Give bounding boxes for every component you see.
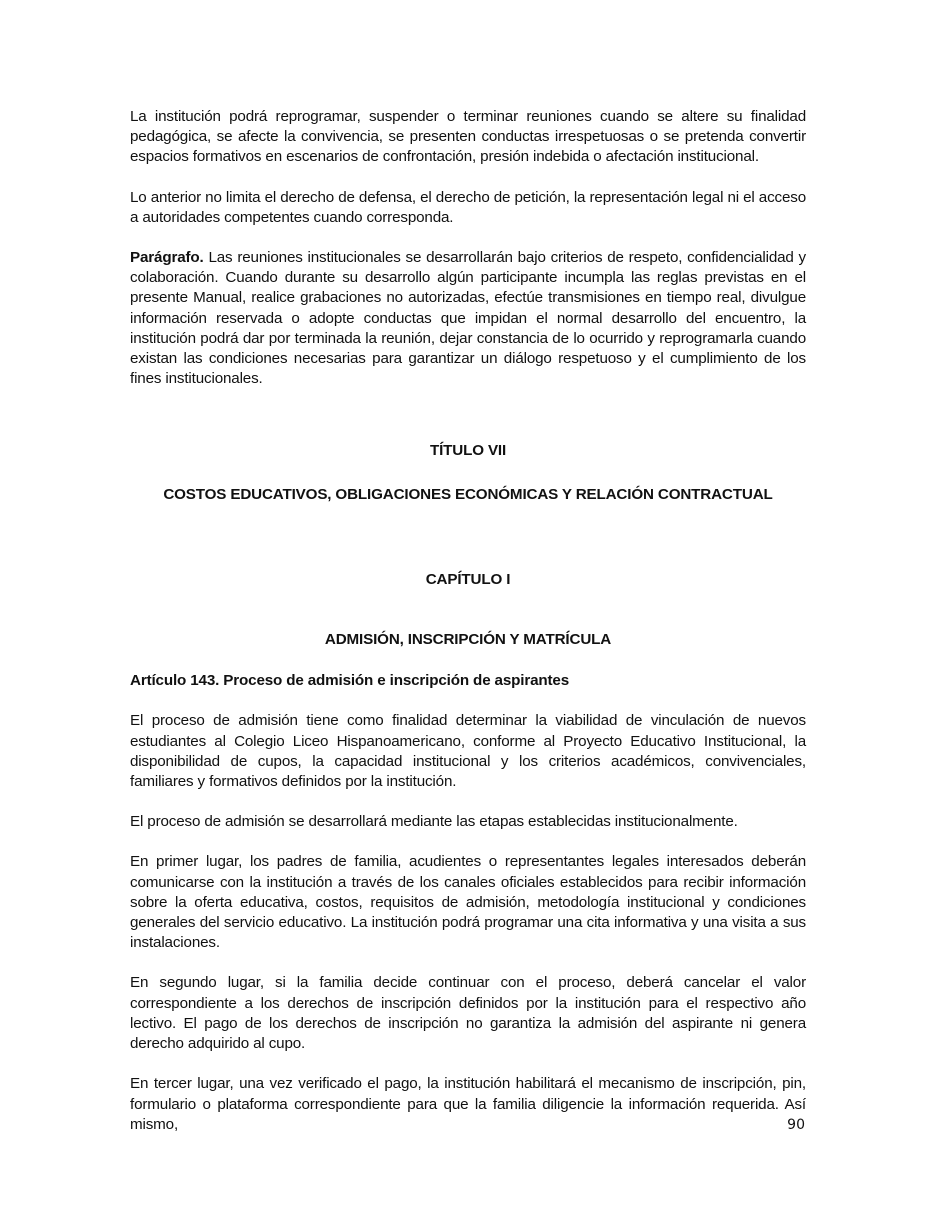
page-number: 90 [787, 1117, 805, 1133]
article-143-title: Artículo 143. Proceso de admisión e inscripción de aspirantes [130, 672, 570, 690]
paragrafo-label: Parágrafo. [130, 249, 204, 267]
capitulo-subtitle: ADMISIÓN, INSCRIPCIÓN Y MATRÍCULA [324, 631, 612, 649]
paragraph-derecho-defensa: Lo anterior no limita el derecho de defensa, el derecho de petición, la representación legal ni el acceso a autoridades competentes cuando corresponda. [130, 188, 806, 226]
titulo-subtitle: COSTOS EDUCATIVOS, OBLIGACIONES ECONÓMICAS Y RELACIÓN CONTRACTUAL [163, 485, 773, 503]
article-paragraph-segundo-lugar: En segundo lugar, si la familia decide continuar con el proceso, deberá cancelar el valor correspondiente a los derechos de inscripción definidos por la institución para el respectivo año lectivo. El pago de los derechos de inscripción no garantiza la admisión del aspirante ni genera derecho adquirido al cupo. [130, 974, 806, 1053]
article-paragraph-etapas: El proceso de admisión se desarrollará mediante las etapas establecidas institucionalmente. [130, 813, 738, 831]
article-paragraph-tercer-lugar: En tercer lugar, una vez verificado el pago, la institución habilitará el mecanismo de inscripción, pin, formulario o plataforma correspondiente para que la familia diligencie la información requerida. Así mismo, [130, 1075, 806, 1133]
article-paragraph-primer-lugar: En primer lugar, los padres de familia, acudientes o representantes legales interesados deberán comunicarse con la institución a través de los canales oficiales establecidos para recibir información sobre la oferta educativa, costos, requisitos de admisión, metodología institucional y condiciones generales del servicio educativo. La institución podrá programar una cita informativa y una visita a sus instalaciones. [130, 853, 806, 952]
titulo-heading: TÍTULO VII [429, 442, 507, 460]
article-paragraph-finalidad: El proceso de admisión tiene como finalidad determinar la viabilidad de vinculación de nuevos estudiantes al Colegio Liceo Hispanoamericano, conforme al Proyecto Educativo Institucional, la disponibilidad de cupos, la capacidad institucional y los criterios académicos, convivenciales, familiares y formativos definidos por la institución. [130, 712, 806, 791]
page-content [130, 107, 806, 1155]
paragrafo-text: Las reuniones institucionales se desarrollarán bajo criterios de respeto, confidencialidad y colaboración. Cuando durante su desarrollo algún participante incumpla las reglas previstas en el presente Manual, realice grabaciones no autorizadas, efectúe transmisiones en tiempo real, divulgue información reservada o adopte conductas que impidan el normal desarrollo del encuentro, la institución podrá dar por terminada la reunión, dejar constancia de lo ocurrido y reprogramarla cuando existan las condiciones necesarias para garantizar un diálogo respetuoso y el cumplimiento de los fines institucionales. [130, 249, 806, 388]
paragrafo-reuniones [130, 248, 806, 389]
capitulo-heading: CAPÍTULO I [425, 570, 511, 588]
paragraph-reprogramar-reuniones: La institución podrá reprogramar, suspender o terminar reuniones cuando se altere su finalidad pedagógica, se afecte la convivencia, se presenten conductas irrespetuosas o se pretenda convertir espacios formativos en escenarios de confrontación, presión indebida o afectación institucional. [130, 108, 806, 166]
